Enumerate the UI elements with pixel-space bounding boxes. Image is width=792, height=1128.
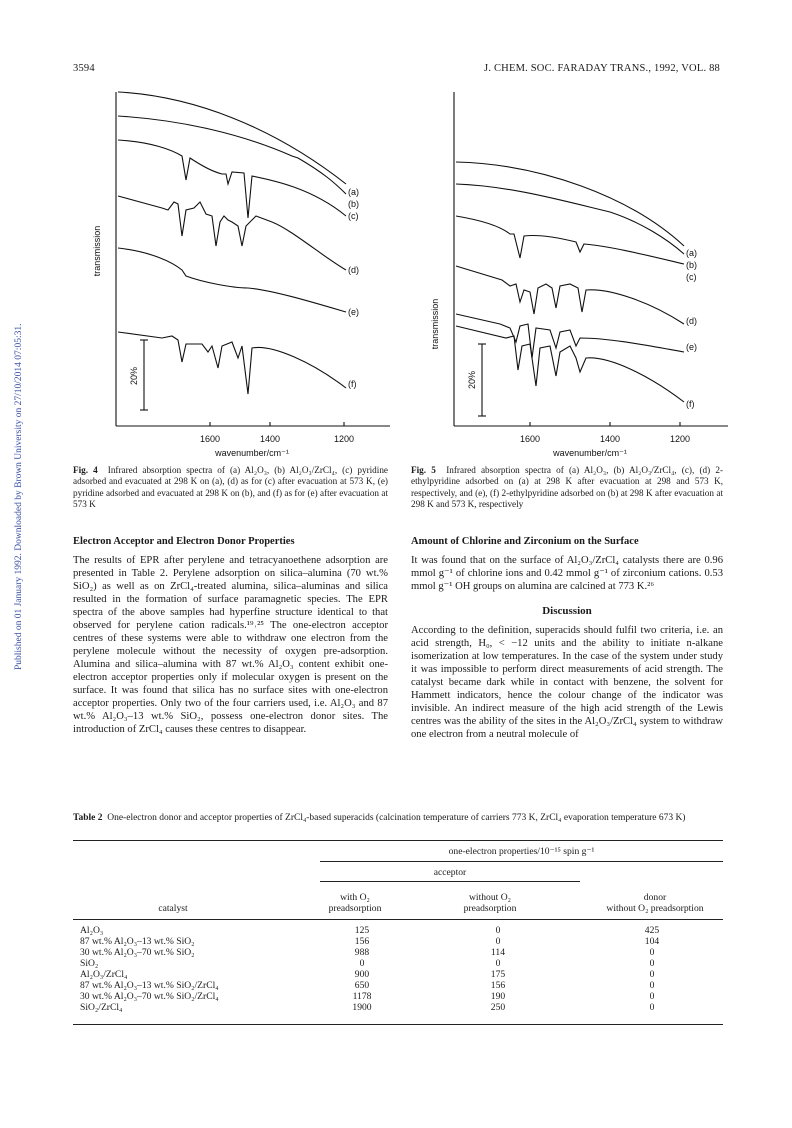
section-heading-chlorine: Amount of Chlorine and Zirconium on the Surface	[411, 536, 639, 547]
table2-cell-with-o2: 988	[354, 947, 370, 958]
figure-4	[72, 76, 392, 460]
fig5-x-label: wavenumber/cm⁻¹	[553, 448, 627, 458]
fig4-tick-1400: 1400	[259, 434, 281, 444]
table2-caption-text: One-electron donor and acceptor properties of ZrCl₄-based superacids (calcination temperature of carriers 773 K, ZrCl₄ evaporation temperature 673 K)	[107, 813, 686, 823]
table2-acceptor-rule	[320, 881, 580, 882]
table-row	[80, 991, 720, 1002]
fig5-caption	[411, 465, 723, 511]
fig5-curve-e	[456, 314, 684, 358]
table-row	[80, 980, 720, 991]
table2-cell-catalyst: SiO₂	[80, 958, 99, 969]
table2-top-rule	[73, 840, 723, 841]
table2-cell-without-o2: 0	[495, 936, 501, 947]
table2-cell-without-o2: 114	[490, 947, 506, 958]
fig4-caption	[73, 465, 388, 511]
fig4-tick-1200: 1200	[333, 434, 355, 444]
table2-col-with-o2-line2: preadsorption	[328, 903, 382, 914]
table2-cell-donor: 104	[644, 936, 660, 947]
fig4-curve-b	[118, 116, 346, 194]
table2-cell-with-o2: 900	[354, 969, 370, 980]
fig4-label-e: (e)	[348, 307, 359, 317]
table2-cell-catalyst: 87 wt.% Al₂O₃–13 wt.% SiO₂	[80, 936, 195, 947]
table-row	[80, 969, 720, 980]
table-row	[80, 958, 720, 969]
fig4-curve-d	[118, 196, 346, 270]
table2-col-catalyst: catalyst	[158, 903, 188, 914]
table2-cell-without-o2: 0	[495, 925, 501, 936]
journal-header: J. CHEM. SOC. FARADAY TRANS., 1992, VOL. 88	[484, 63, 720, 74]
table2-cell-catalyst: 87 wt.% Al₂O₃–13 wt.% SiO₂/ZrCl₄	[80, 980, 219, 991]
table2-cell-catalyst: 30 wt.% Al₂O₃–70 wt.% SiO₂/ZrCl₄	[80, 991, 219, 1002]
table2-group-header: one-electron properties/10⁻¹⁵ spin g⁻¹	[448, 846, 595, 857]
fig4-label-f: (f)	[348, 379, 357, 389]
fig5-tick-1400: 1400	[599, 434, 621, 444]
fig4-label-d: (d)	[348, 265, 359, 275]
table2-cell-donor: 0	[649, 1002, 655, 1013]
table2-cell-catalyst: 30 wt.% Al₂O₃–70 wt.% SiO₂	[80, 947, 195, 958]
table2-cell-without-o2: 0	[495, 958, 501, 969]
table2-acceptor-header: acceptor	[433, 867, 467, 878]
fig5-curve-f	[456, 326, 684, 402]
table2-caption	[73, 812, 723, 824]
table2-caption-lead: Table 2	[73, 813, 103, 823]
fig4-scale-label: 20%	[129, 366, 139, 386]
table2-header-rule	[73, 919, 723, 920]
table2-col-without-o2-line1: without O₂	[469, 892, 511, 903]
table2-cell-catalyst: Al₂O₃/ZrCl₄	[80, 969, 128, 980]
table2-bottom-rule	[73, 1024, 723, 1025]
fig5-tick-1200: 1200	[669, 434, 691, 444]
fig5-tick-1600: 1600	[519, 434, 541, 444]
table2-cell-with-o2: 0	[359, 958, 365, 969]
fig5-label-c: (c)	[686, 272, 697, 282]
fig5-label-e: (e)	[686, 342, 697, 352]
section-discussion-paragraph: According to the definition, superacids should fulfil two criteria, i.e. an acid strength, H₀, < −12 units and the ability to initiate n-alkane isomerization at low temperatures. In the case of the system under study it was impossible to perform direct measurements of acid strength. The catalyst became dark while in contact with benzene, the solvent for Hammett indicators, hence the colour change of the indicator was invisible. An indirect measure of the high acid strength of the Lewis centres was the ability of the sites in the Al₂O₃/ZrCl₄ system to withdraw one electron from a neutral molecule of	[411, 625, 723, 740]
table2-cell-donor: 0	[649, 958, 655, 969]
table2-cell-with-o2: 156	[354, 936, 370, 947]
page-number: 3594	[73, 63, 95, 74]
fig5-caption-lead: Fig. 5	[411, 465, 436, 475]
table2-cell-donor: 0	[649, 991, 655, 1002]
section-chlorine-paragraph: It was found that on the surface of Al₂O₃/ZrCl₄ catalysts there are 0.96 mmol g⁻¹ of chlorine ions and 0.42 mmol g⁻¹ of zirconium cations. 0.53 mmol g⁻¹ OH groups on alumina are calcined at 773 K.²⁶	[411, 555, 723, 592]
fig4-curve-c	[118, 140, 346, 218]
fig4-curve-a	[118, 92, 346, 184]
table-row	[80, 925, 720, 936]
table2-cell-catalyst: SiO₂/ZrCl₄	[80, 1002, 123, 1013]
fig5-caption-text: Infrared absorption spectra of (a) Al₂O₃, (b) Al₂O₃/ZrCl₄, (c), (d) 2-ethylpyridine adsorbed on (a) at 298 K after evacuation at 298 and 573 K, respectively, and (e), (f) 2-ethylpyridine adsorbed on (b) at 298 K after evacuation at 298 K and 573 K, respectively	[411, 465, 724, 510]
table2-cell-donor: 0	[649, 980, 655, 991]
download-notice-text: Published on 01 January 1992. Downloaded by Brown University on 27/10/2014 07:05:31.	[14, 323, 24, 670]
fig4-y-label: transmission	[92, 225, 102, 277]
table2-cell-without-o2: 156	[490, 980, 506, 991]
table2-cell-with-o2: 650	[354, 980, 370, 991]
section-electron-paragraph: The results of EPR after perylene and tetracyanoethene adsorption are presented in Table 2. Perylene adsorption on silica–alumina (70 wt.% SiO₂) as well as on ZrCl₄-treated alumina, silica–aluminas and silica resulted in the formation of surface paramagnetic species. The EPR spectra of the above samples had hyperfine structure identical to that observed for perylene cation radicals.¹⁹˒²⁵ The one-electron acceptor centres of these systems were able to withdraw one electron from the perylene molecule without the necessity of oxygen pre-adsorption. Alumina and silica–alumina with 87 wt.% Al₂O₃ content exhibit one-electron acceptor properties only if molecular oxygen is present on the surface. It was found that silica has no surface sites with one-electron acceptor properties. Only two of the four carriers used, i.e. Al₂O₃ and 87 wt.% Al₂O₃–13 wt.% SiO₂, possess one-electron donor sites. The introduction of ZrCl₄ causes these centres to disappear.	[73, 555, 388, 735]
table2-cell-with-o2: 1178	[352, 991, 372, 1002]
section-heading-electron: Electron Acceptor and Electron Donor Properties	[73, 536, 295, 547]
fig4-curve-e	[118, 248, 346, 312]
fig5-curve-a	[456, 162, 684, 246]
table2-cell-donor: 0	[649, 969, 655, 980]
fig4-caption-lead: Fig. 4	[73, 465, 98, 475]
table-row	[80, 947, 720, 958]
table2-col-donor	[585, 892, 725, 914]
table2-cell-without-o2: 190	[490, 991, 506, 1002]
fig5-label-d: (d)	[686, 316, 697, 326]
table2-cell-without-o2: 250	[490, 1002, 506, 1013]
table2-cell-catalyst: Al₂O₃	[80, 925, 104, 936]
fig5-scale-label: 20%	[467, 370, 477, 390]
fig4-curve-f	[118, 332, 346, 394]
table2-cell-without-o2: 175	[490, 969, 506, 980]
table2-col-with-o2	[300, 892, 410, 914]
fig5-label-a: (a)	[686, 248, 697, 258]
fig4-label-a: (a)	[348, 187, 359, 197]
section-heading-discussion: Discussion	[542, 605, 592, 617]
fig5-label-b: (b)	[686, 260, 697, 270]
fig5-label-f: (f)	[686, 399, 695, 409]
table2-cell-donor: 0	[649, 947, 655, 958]
fig4-caption-text: Infrared absorption spectra of (a) Al₂O₃, (b) Al₂O₃/ZrCl₄, (c) pyridine adsorbed and evacuated at 298 K on (a), (d) as for (c) after evacuation at 573 K, (e) pyridine adsorbed and evacuated at 298 K on (b), and (f) as for (e) after evacuation at 573 K	[73, 465, 388, 510]
table2-col-donor-line1: donor	[643, 892, 667, 903]
table2-col-without-o2-line2: preadsorption	[463, 903, 517, 914]
table2	[80, 925, 720, 1013]
figure-5	[410, 76, 730, 460]
table2-col-donor-line2: without O₂ preadsorption	[606, 903, 704, 914]
table2-cell-with-o2: 125	[354, 925, 370, 936]
table2-col-with-o2-line1: with O₂	[340, 892, 370, 903]
table2-cell-with-o2: 1900	[352, 1002, 372, 1013]
fig4-x-label: wavenumber/cm⁻¹	[215, 448, 289, 458]
download-notice	[4, 270, 24, 670]
fig4-label-b: (b)	[348, 199, 359, 209]
fig5-y-label: transmission	[430, 298, 440, 350]
table2-group-rule	[320, 861, 723, 862]
table2-cell-donor: 425	[644, 925, 660, 936]
fig4-label-c: (c)	[348, 211, 359, 221]
fig5-curve-d	[456, 266, 684, 324]
fig4-tick-1600: 1600	[199, 434, 221, 444]
table-row	[80, 936, 720, 947]
fig5-curve-c	[456, 216, 684, 264]
table-row	[80, 1002, 720, 1013]
table2-col-without-o2	[430, 892, 550, 914]
